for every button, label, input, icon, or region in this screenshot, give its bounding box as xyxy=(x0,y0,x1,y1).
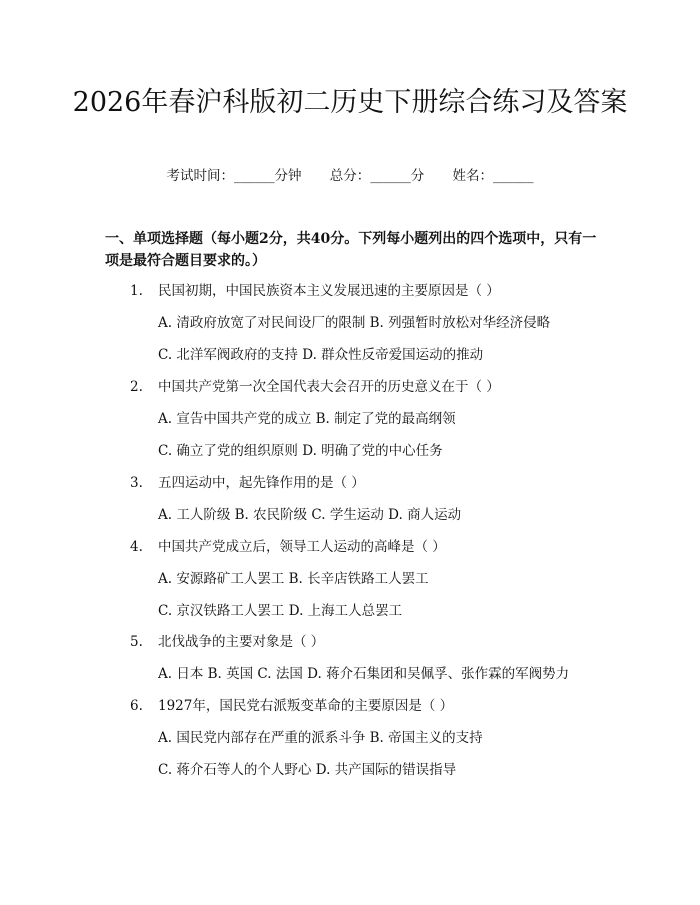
question-4-options-row-1: A. 安源路矿工人罢工 B. 长辛店铁路工人罢工 xyxy=(158,571,429,587)
exam-score: 总分：______分 xyxy=(329,168,425,184)
section-heading: 一、单项选择题（每小题2分，共40分。下列每小题列出的四个选项中，只有一项是最符合题目要求的。） xyxy=(105,231,597,269)
question-4 xyxy=(130,537,446,557)
student-name: 姓名：______ xyxy=(452,168,534,184)
question-number: 4. xyxy=(130,539,143,555)
question-2 xyxy=(130,377,500,397)
question-number: 3. xyxy=(130,475,143,491)
question-stem: 1927年，国民党右派叛变革命的主要原因是（ ） xyxy=(158,698,454,714)
question-stem: 中国共产党成立后，领导工人运动的高峰是（ ） xyxy=(158,539,446,555)
question-5-options-row-1: A. 日本 B. 英国 C. 法国 D. 蒋介石集团和吴佩孚、张作霖的军阀势力 xyxy=(158,666,570,682)
question-stem: 五四运动中，起先锋作用的是（ ） xyxy=(158,475,365,491)
question-stem: 北伐战争的主要对象是（ ） xyxy=(158,634,325,650)
question-1 xyxy=(130,281,500,301)
question-3 xyxy=(130,473,365,493)
exam-meta xyxy=(0,166,700,186)
question-number: 1. xyxy=(130,283,143,299)
question-2-options-row-2: C. 确立了党的组织原则 D. 明确了党的中心任务 xyxy=(158,443,443,459)
question-3-options-row-1: A. 工人阶级 B. 农民阶级 C. 学生运动 D. 商人运动 xyxy=(158,507,462,523)
question-number: 2. xyxy=(130,379,143,395)
exam-time: 考试时间：______分钟 xyxy=(166,168,302,184)
page-title: 2026年春沪科版初二历史下册综合练习及答案 xyxy=(72,87,628,118)
question-stem: 民国初期，中国民族资本主义发展迅速的主要原因是（ ） xyxy=(158,283,500,299)
question-stem: 中国共产党第一次全国代表大会召开的历史意义在于（ ） xyxy=(158,379,500,395)
question-5 xyxy=(130,632,324,652)
question-number: 6. xyxy=(130,698,143,714)
question-6 xyxy=(130,696,453,716)
question-4-options-row-2: C. 京汉铁路工人罢工 D. 上海工人总罢工 xyxy=(158,603,403,619)
question-1-options-row-1: A. 清政府放宽了对民间设厂的限制 B. 列强暂时放松对华经济侵略 xyxy=(158,315,551,331)
question-2-options-row-1: A. 宣告中国共产党的成立 B. 制定了党的最高纲领 xyxy=(158,411,456,427)
question-number: 5. xyxy=(130,634,143,650)
question-6-options-row-2: C. 蒋介石等人的个人野心 D. 共产国际的错误指导 xyxy=(158,762,457,778)
question-1-options-row-2: C. 北洋军阀政府的支持 D. 群众性反帝爱国运动的推动 xyxy=(158,347,484,363)
question-6-options-row-1: A. 国民党内部存在严重的派系斗争 B. 帝国主义的支持 xyxy=(158,730,483,746)
